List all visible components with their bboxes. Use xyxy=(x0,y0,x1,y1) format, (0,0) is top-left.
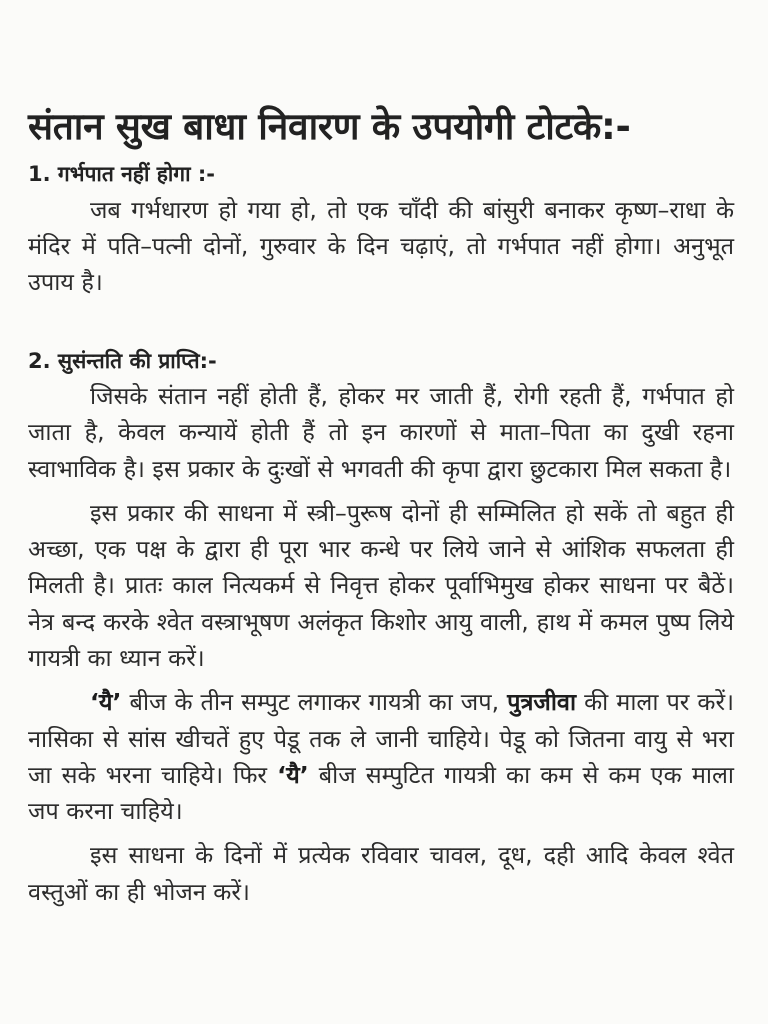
section-heading-miscarriage: 1. गर्भपात नहीं होगा :- xyxy=(28,162,215,187)
page-title: संतान सुख बाधा निवारण के उपयोगी टोटके:- xyxy=(28,105,631,148)
putrajiva-text: पुत्रजीवा xyxy=(507,688,577,717)
paragraph-miscarriage: जब गर्भधारण हो गया हो, तो एक चाँदी की बांसुरी बनाकर कृष्ण–राधा के मंदिर में पति–पत्नी दोनों, गुरुवार के दिन चढ़ाएं, तो गर्भपात नहीं होगा। अनुभूत उपाय है। xyxy=(28,195,734,297)
paragraph-text: बीज के तीन सम्पुट लगाकर गायत्री का जप, xyxy=(121,688,508,717)
paragraph-beej-mantra xyxy=(28,684,734,829)
paragraph-sadhana-method: इस प्रकार की साधना में स्त्री–पुरूष दोनों ही सम्मिलित हो सकें तो बहुत ही अच्छा, एक पक्ष के द्वारा ही पूरा भार कन्धे पर लिये जाने से आंशिक सफलता ही मिलती है। प्रातः काल नित्यकर्म से निवृत्त होकर पूर्वाभिमुख होकर साधना पर बैठें। नेत्र बन्द करके श्वेत वस्त्राभूषण अलंकृत किशोर आयु वाली, हाथ में कमल पुष्प लिये गायत्री का ध्यान करें। xyxy=(28,498,734,672)
paragraph-text: की माला पर करें। नासिका से सांस खीचतें हुए पेडू तक ले जानी चाहिये। पेडू को जितना वायु से भरा जा सके भरना चाहिये। फिर xyxy=(28,688,734,789)
section-heading-progeny: 2. सुसंन्तति की प्राप्ति:- xyxy=(28,348,217,373)
paragraph-progeny-intro: जिसके संतान नहीं होती हैं, होकर मर जाती हैं, रोगी रहती हैं, गर्भपात हो जाता है, केवल कन्यायें होती हैं तो इन कारणों से माता–पिता का दुखी रहना स्वाभाविक है। इस प्रकार के दुःखों से भगवती की कृपा द्वारा छुटकारा मिल सकता है। xyxy=(28,381,734,483)
paragraph-diet-rule: इस साधना के दिनों में प्रत्येक रविवार चावल, दूध, दही आदि केवल श्वेत वस्तुओं का ही भोजन करें। xyxy=(28,841,734,906)
beej-mantra-text: ‘यै’ xyxy=(90,688,122,717)
paragraph-text: बीज सम्पुटित गायत्री का कम से कम एक माला जप करना चाहिये। xyxy=(28,760,734,826)
beej-mantra-text: ‘यै’ xyxy=(277,760,309,789)
